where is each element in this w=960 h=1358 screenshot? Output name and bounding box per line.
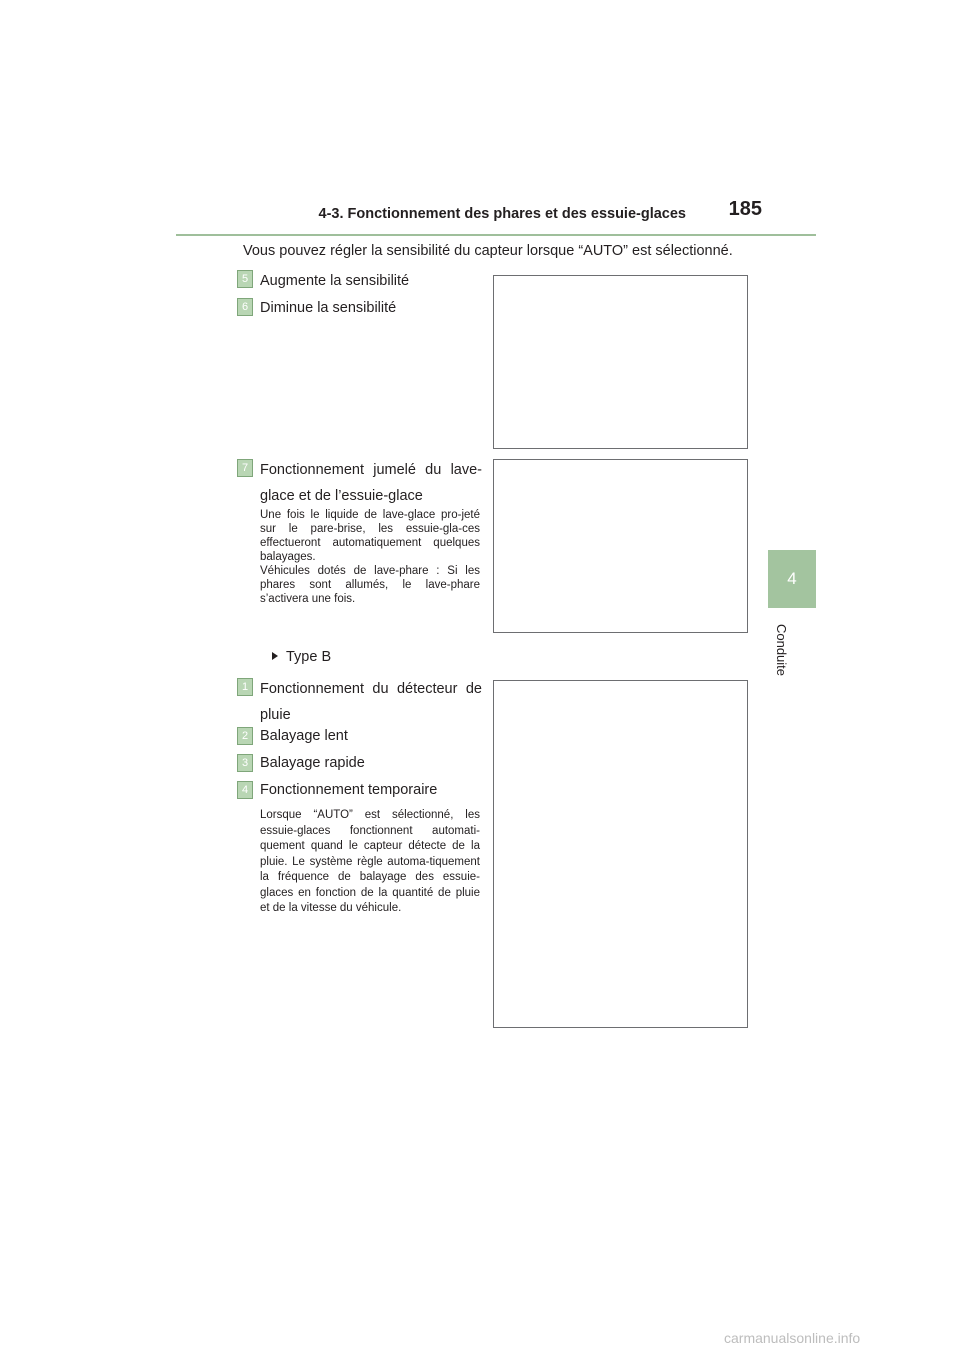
- item-label: Augmente la sensibilité: [260, 273, 410, 289]
- section-title: 4-3. Fonctionnement des phares et des essuie-glaces: [318, 206, 686, 222]
- item-label: Fonctionnement jumelé du lave-glace et de l’essuie-glace: [260, 462, 482, 504]
- item-label: Balayage rapide: [260, 755, 365, 771]
- item-number-badge: 5: [237, 270, 253, 288]
- item-label: Fonctionnement temporaire: [260, 782, 438, 798]
- item-number-badge: 7: [237, 459, 253, 477]
- note-auto-mode: Lorsque “AUTO” est sélectionné, les essuie-glaces fonctionnent automati-quement quand le capteur détecte de la pluie. Le système règle automa-tiquement la fréquence de balayage des essuie-glaces en fonction de la quantité de pluie et de la vitesse du véhicule.: [260, 809, 480, 914]
- intro-text: Vous pouvez régler la sensibilité du capteur lorsque “AUTO” est sélectionné.: [243, 243, 733, 259]
- figure-sensitivity-illustration: [493, 275, 748, 449]
- page-number: 185: [728, 198, 762, 220]
- type-b-label: Type B: [286, 649, 332, 665]
- header-rule: [176, 234, 816, 236]
- note-paragraph: Une fois le liquide de lave-glace pro-jeté sur le pare-brise, les essuie-gla-ces effectueront automatiquement quelques balayages.: [260, 509, 480, 563]
- chapter-tab: 4: [768, 550, 816, 608]
- triangle-bullet-icon: [272, 652, 278, 660]
- item-number-badge: 1: [237, 678, 253, 696]
- item-label: Fonctionnement du détecteur de pluie: [260, 681, 482, 723]
- note-paragraph: Véhicules dotés de lave-phare : Si les phares sont allumés, le lave-phare s’activera une fois.: [260, 565, 480, 605]
- item-number-badge: 3: [237, 754, 253, 772]
- item-label: Balayage lent: [260, 728, 348, 744]
- watermark: carmanualsonline.info: [724, 1330, 861, 1346]
- chapter-label: Conduite: [774, 623, 789, 677]
- item-label: Diminue la sensibilité: [260, 300, 397, 316]
- note-washer-link: [260, 508, 480, 606]
- item-number-badge: 4: [237, 781, 253, 799]
- figure-type-b-illustration: [493, 680, 748, 1028]
- item-number-badge: 2: [237, 727, 253, 745]
- figure-washer-illustration: [493, 459, 748, 633]
- item-number-badge: 6: [237, 298, 253, 316]
- type-b-heading: [272, 649, 331, 665]
